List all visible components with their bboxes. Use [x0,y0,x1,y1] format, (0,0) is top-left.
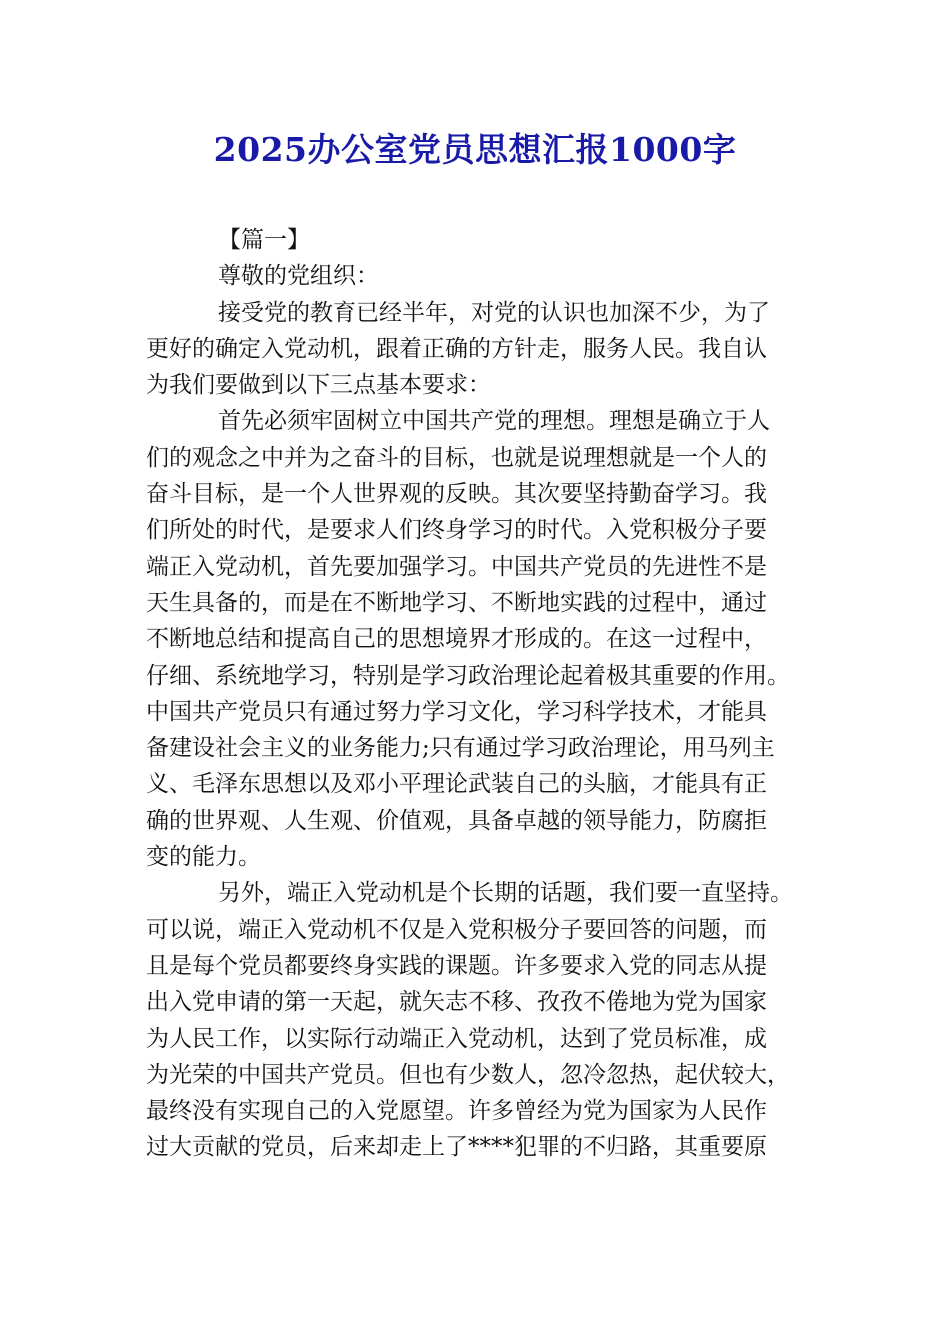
body-line: 为我们要做到以下三点基本要求： [146,372,491,399]
document-body [146,222,816,1166]
body-line: 可以说，端正入党动机不仅是入党积极分子要回答的问题，而 [146,916,767,943]
body-line: 且是每个党员都要终身实践的课题。许多要求入党的同志从提 [146,952,767,979]
body-line: 出入党申请的第一天起，就矢志不移、孜孜不倦地为党为国家 [146,989,767,1016]
body-line: 【篇一】 [218,227,310,253]
body-line: 为光荣的中国共产党员。但也有少数人，忽冷忽热，起伏较大， [146,1061,790,1088]
body-line: 尊敬的党组织： [218,263,379,290]
body-line: 首先必须牢固树立中国共产党的理想。理想是确立于人 [218,408,770,435]
body-line: 更好的确定入党动机，跟着正确的方针走，服务人民。我自认 [146,335,767,362]
body-line: 最终没有实现自己的入党愿望。许多曾经为党为国家为人民作 [146,1098,767,1125]
body-line: 另外，端正入党动机是个长期的话题，我们要一直坚持。 [218,880,793,907]
body-line: 奋斗目标，是一个人世界观的反映。其次要坚持勤奋学习。我 [146,481,767,508]
body-line: 们的观念之中并为之奋斗的目标，也就是说理想就是一个人的 [146,444,767,471]
body-line: 变的能力。 [146,844,261,871]
body-line: 义、毛泽东思想以及邓小平理论武装自己的头脑，才能具有正 [146,771,767,798]
body-line: 们所处的时代，是要求人们终身学习的时代。入党积极分子要 [146,517,767,544]
document-title: 2025办公室党员思想汇报1000字 [213,130,737,169]
body-line: 确的世界观、人生观、价值观，具备卓越的领导能力，防腐拒 [146,807,767,834]
body-line: 仔细、系统地学习，特别是学习政治理论起着极其重要的作用。 [146,662,790,689]
body-line: 过大贡献的党员，后来却走上了****犯罪的不归路，其重要原 [146,1134,767,1161]
body-line: 中国共产党员只有通过努力学习文化，学习科学技术，才能具 [146,698,767,725]
body-line: 接受党的教育已经半年，对党的认识也加深不少，为了 [218,299,770,326]
body-line: 为人民工作，以实际行动端正入党动机，达到了党员标准，成 [146,1025,767,1052]
body-line: 不断地总结和提高自己的思想境界才形成的。在这一过程中， [146,626,767,653]
body-line: 端正入党动机，首先要加强学习。中国共产党员的先进性不是 [146,553,767,580]
body-line: 天生具备的，而是在不断地学习、不断地实践的过程中，通过 [146,589,767,616]
body-line: 备建设社会主义的业务能力;只有通过学习政治理论，用马列主 [146,735,775,762]
